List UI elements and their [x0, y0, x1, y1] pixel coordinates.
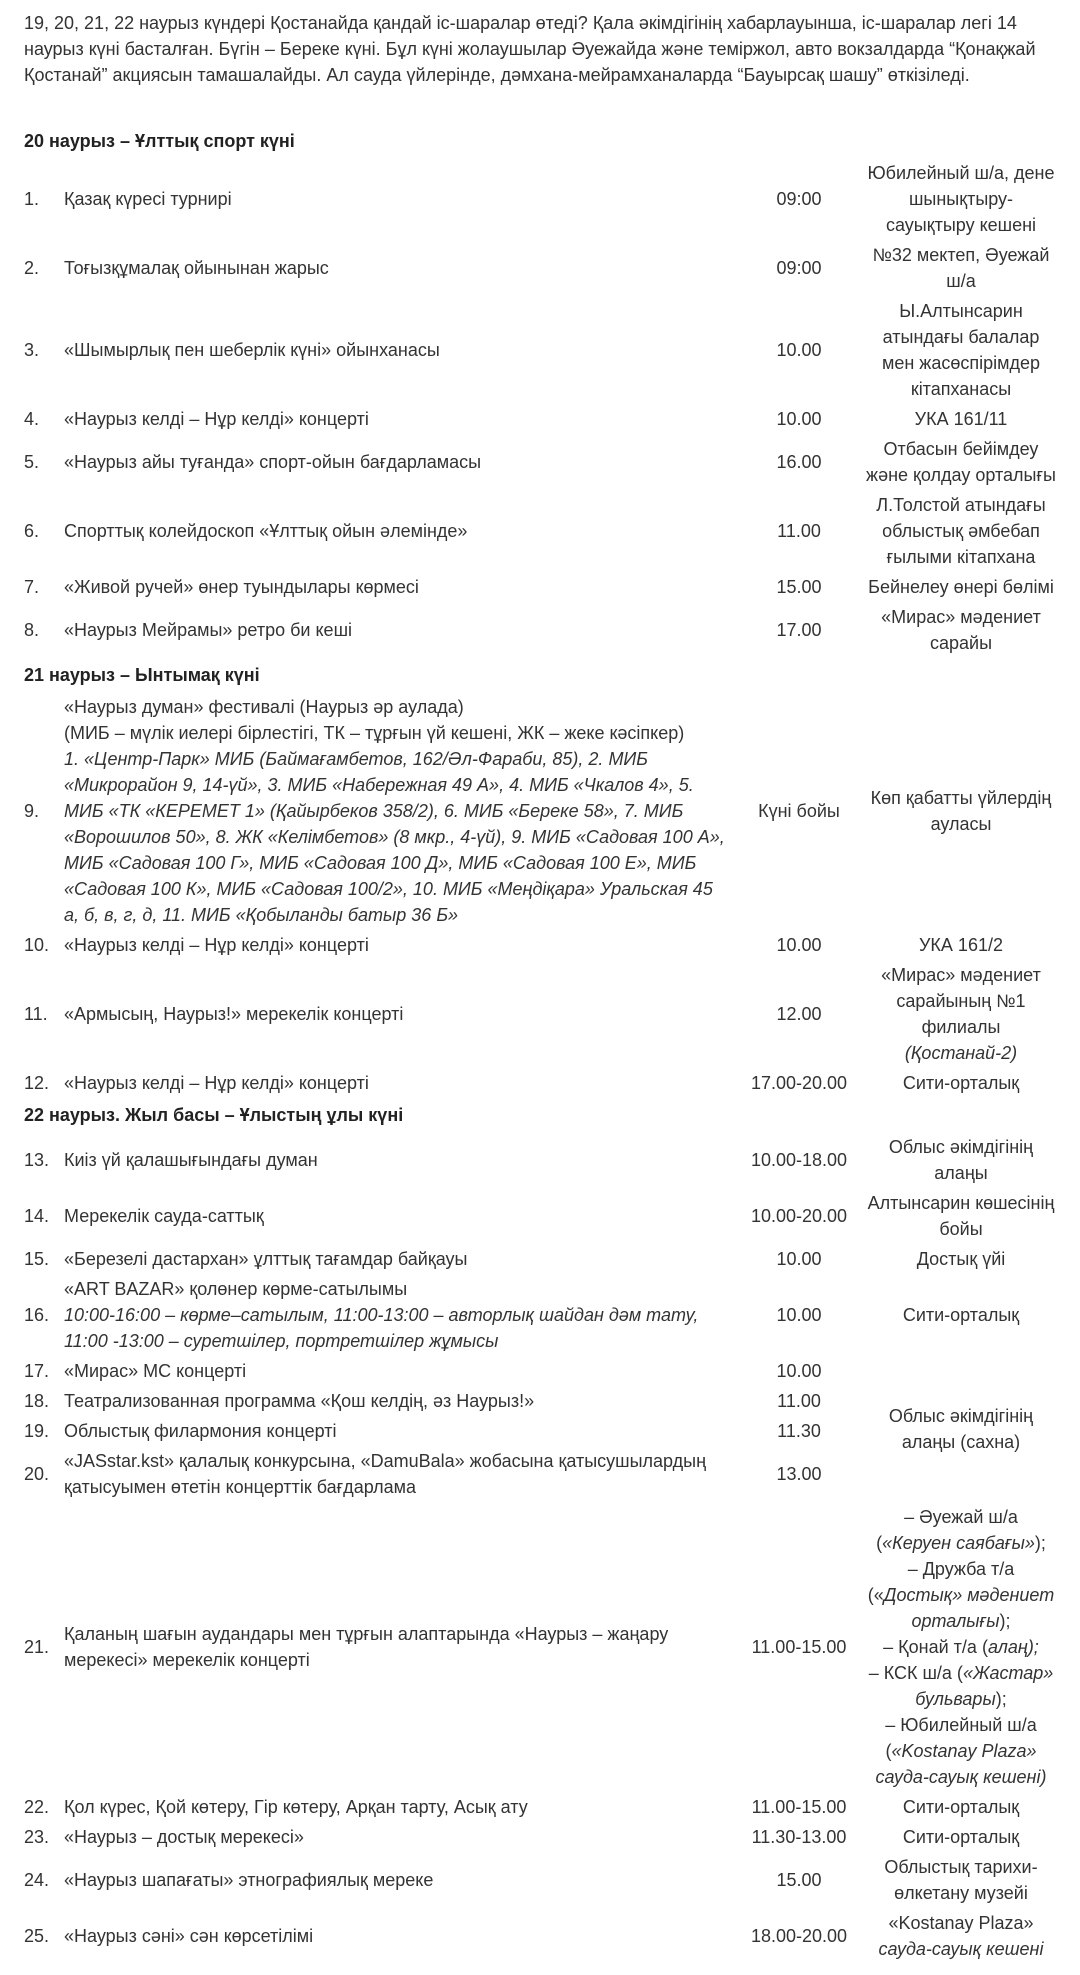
table-row — [24, 1356, 1056, 1386]
event-name: Мерекелік сауда-саттық — [64, 1206, 264, 1226]
event-place: «Мирас» мәдениет сарайы — [881, 607, 1041, 653]
table-row — [24, 1822, 1056, 1852]
events-table — [24, 124, 1056, 1964]
row-number: 19. — [24, 1421, 50, 1441]
row-number: 25. — [24, 1926, 50, 1946]
table-row — [24, 490, 1056, 572]
section-heading-22: 22 наурыз. Жыл басы – Ұлыстың ұлы күні — [24, 1105, 404, 1125]
row-number: 23. — [24, 1827, 50, 1847]
table-row — [24, 602, 1056, 658]
table-row — [24, 1908, 1056, 1964]
row-number: 7. — [24, 577, 40, 597]
place-note: сауда-сауық кешені — [878, 1939, 1044, 1959]
table-row — [24, 1244, 1056, 1274]
table-row — [24, 434, 1056, 490]
section-row — [24, 658, 1056, 692]
event-place: Сити-орталық — [902, 1827, 1020, 1847]
venue-3: – Қонай т/а ( — [883, 1637, 988, 1657]
section-heading-20: 20 наурыз – Ұлттық спорт күні — [24, 131, 295, 151]
row-number: 18. — [24, 1391, 50, 1411]
venue-5-note: «Kostanay Plaza» сауда-сауық кешені) — [875, 1741, 1047, 1787]
place-name: «Мирас» мәдениет сарайының №1 филиалы — [881, 965, 1041, 1037]
row-number: 4. — [24, 409, 40, 429]
venue-4-end: ); — [995, 1689, 1007, 1709]
event-time: 17.00 — [776, 620, 822, 640]
section-row — [24, 124, 1056, 158]
venue-4: – КСК ш/а ( — [868, 1663, 963, 1683]
intro-paragraph: 19, 20, 21, 22 наурыз күндері Қостанайда қандай іс-шаралар өтеді? Қала әкімдігінің хабарлауынша, іс-шаралар легі 14 наурыз күні басталған. Бүгін – Береке күні. Бұл күні жолаушылар Әуежайда және теміржол, авто вокзалдарда “Қонақжай Қостанай” акциясын тамашалайды. Ал сауда үйлерінде, дәмхана-мейрамханаларда “Бауырсақ шашу” өткізіледі. — [24, 13, 1036, 85]
event-time: 15.00 — [776, 577, 822, 597]
event-time: 10.00-20.00 — [750, 1206, 848, 1226]
event-name: «Наурыз келді – Нұр келді» концерті — [64, 935, 369, 955]
event-name: «Живой ручей» өнер туындылары көрмесі — [64, 577, 419, 597]
event-place: Облыс әкімдігінің алаңы — [888, 1137, 1034, 1183]
event-place: Сити-орталық — [902, 1305, 1020, 1325]
row-number: 20. — [24, 1464, 50, 1484]
venue-1-note: «Керуен саябағы» — [882, 1533, 1035, 1553]
event-place — [866, 1502, 1056, 1792]
event-name: «Наурыз айы туғанда» спорт-ойын бағдарламасы — [64, 452, 482, 472]
venue-1: – Әуежай ш/а ( — [876, 1507, 1018, 1553]
row-number: 8. — [24, 620, 40, 640]
event-place: Отбасын бейімдеу және қолдау орталығы — [866, 439, 1056, 485]
event-name: «Мирас» МС концерті — [64, 1361, 247, 1381]
event-name: «Наурыз Мейрамы» ретро би кеші — [64, 620, 353, 640]
row-number: 1. — [24, 189, 40, 209]
event-name: Қаланың шағын аудандары мен тұрғын алаптарында «Наурыз – жаңару мерекесі» мерекелік концерті — [64, 1624, 669, 1670]
event-place: Юбилейный ш/а, дене шынықтыру-сауықтыру кешені — [867, 163, 1055, 235]
event-name: «Армысың, Наурыз!» мерекелік концерті — [64, 1004, 404, 1024]
event-place: Алтынсарин көшесінің бойы — [867, 1193, 1055, 1239]
table-row — [24, 1132, 1056, 1188]
table-row — [24, 1188, 1056, 1244]
row-number: 15. — [24, 1249, 50, 1269]
event-time: 10.00 — [776, 409, 822, 429]
row-number: 17. — [24, 1361, 50, 1381]
event-time: 16.00 — [776, 452, 822, 472]
row-number: 22. — [24, 1797, 50, 1817]
venue-3-line — [866, 1634, 1056, 1660]
place-note: (Қостанай-2) — [904, 1043, 1018, 1063]
row-number: 16. — [24, 1305, 50, 1325]
row-number: 13. — [24, 1150, 50, 1170]
event-name: Театрализованная программа «Қош келдің, әз Наурыз!» — [64, 1391, 535, 1411]
event-name: Қол күрес, Қой көтеру, Гір көтеру, Арқан тарту, Асық ату — [64, 1797, 528, 1817]
event-time: 10.00 — [776, 935, 822, 955]
row-number: 21. — [24, 1637, 50, 1657]
event-name: «Наурыз – достық мерекесі» — [64, 1827, 304, 1847]
table-row — [24, 1852, 1056, 1908]
venue-4-line — [866, 1660, 1056, 1712]
event-name — [64, 1274, 732, 1356]
festival-title: «Наурыз думан» фестивалі (Наурыз әр аулада) — [64, 697, 464, 717]
event-time: 12.00 — [776, 1004, 822, 1024]
event-place: Облыс әкімдігінің алаңы (сахна) — [888, 1406, 1034, 1452]
table-row — [24, 1502, 1056, 1792]
event-place: Л.Толстой атындағы облыстық әмбебап ғылыми кітапхана — [876, 495, 1046, 567]
table-row — [24, 572, 1056, 602]
event-place: Бейнелеу өнері бөлімі — [868, 577, 1054, 597]
table-row — [24, 404, 1056, 434]
table-row — [24, 1068, 1056, 1098]
event-name: «JASstar.kst» қалалық конкурсына, «DamuBala» жобасына қатысушылардың қатысуымен өтетін концерттік бағдарлама — [64, 1451, 707, 1497]
event-place: №32 мектеп, Әуежай ш/а — [872, 245, 1050, 291]
venue-5-line — [866, 1712, 1056, 1790]
venue-5: – Юбилейный ш/а ( — [885, 1715, 1037, 1761]
event-time: 15.00 — [776, 1870, 822, 1890]
event-name — [64, 692, 732, 930]
row-number: 9. — [24, 801, 40, 821]
place-name: «Kostanay Plaza» — [888, 1913, 1034, 1933]
event-time: 11.00-15.00 — [751, 1637, 847, 1657]
row-number: 3. — [24, 340, 40, 360]
event-time: 10.00 — [776, 1305, 822, 1325]
row-number: 12. — [24, 1073, 50, 1093]
event-name: Облыстық филармония концерті — [64, 1421, 337, 1441]
event-place: Ы.Алтынсарин атындағы балалар мен жасөспірімдер кітапханасы — [881, 301, 1041, 399]
row-number: 24. — [24, 1870, 50, 1890]
venue-4-note: «Жастар» бульвары — [915, 1663, 1054, 1709]
table-row — [24, 930, 1056, 960]
row-number: 11. — [24, 1004, 48, 1024]
event-schedule: 10:00-16:00 – көрме–сатылым, 11:00-13:00 – авторлық шайдан дәм тату, 11:00 -13:00 – суретшілер, портретшілер жұмысы — [64, 1305, 699, 1351]
table-row — [24, 960, 1056, 1068]
event-name: Тоғызқұмалақ ойынынан жарыс — [64, 258, 329, 278]
row-number: 10. — [24, 935, 50, 955]
event-place: Достық үйі — [916, 1249, 1006, 1269]
event-time: 11.00 — [777, 521, 821, 541]
event-place — [866, 1908, 1056, 1964]
courtyard-list: 1. «Центр-Парк» МИБ (Баймағамбетов, 162/Әл-Фараби, 85), 2. МИБ «Микрорайон 9, 14-үй», 3. МИБ «Набережная 49 А», 4. МИБ «Чкалов 4», 5. МИБ «ТК «КЕРЕМЕТ 1» (Қайырбеков 358/2), 6. МИБ «Береке 58», 7. МИБ «Ворошилов 50», 8. ЖК «Келімбетов» (8 мкр., 4-үй), 9. МИБ «Садовая 100 А», МИБ «Садовая 100 Г», МИБ «Садовая 100 Д», МИБ «Садовая 100 Е», МИБ «Садовая 100 К», МИБ «Садовая 100/2», 10. МИБ «Меңдіқара» Уральская 45 а, б, в, г, д, 11. МИБ «Қобыланды батыр 36 Б» — [64, 749, 725, 925]
event-place: УКА 161/2 — [919, 935, 1003, 955]
event-name: Қазақ күресі турнирі — [64, 189, 232, 209]
event-time: 10.00 — [776, 1249, 822, 1269]
row-number: 14. — [24, 1206, 50, 1226]
event-time: 10.00-18.00 — [750, 1150, 848, 1170]
event-time: 09:00 — [776, 189, 822, 209]
venue-1-end: ); — [1034, 1533, 1046, 1553]
row-number: 2. — [24, 258, 40, 278]
table-row — [24, 692, 1056, 930]
event-time: 09:00 — [776, 258, 822, 278]
event-time: 11.00-15.00 — [751, 1797, 847, 1817]
event-time: 11.30-13.00 — [751, 1827, 847, 1847]
event-name: Спорттық колейдоскоп «Ұлттық ойын әлемінде» — [64, 521, 468, 541]
event-name: «Наурыз келді – Нұр келді» концерті — [64, 1073, 369, 1093]
venue-2-note: Достық» мәдениет орталығы — [883, 1585, 1055, 1631]
table-row — [24, 296, 1056, 404]
event-place: УКА 161/11 — [914, 409, 1008, 429]
section-heading-21: 21 наурыз – Ынтымақ күні — [24, 665, 260, 685]
row-number: 6. — [24, 521, 40, 541]
event-time: 17.00-20.00 — [750, 1073, 848, 1093]
section-row — [24, 1098, 1056, 1132]
event-name: «Шымырлық пен шеберлік күні» ойынханасы — [64, 340, 440, 360]
event-name: «Наурыз сәні» сән көрсетілімі — [64, 1926, 314, 1946]
table-row — [24, 1274, 1056, 1356]
event-time: 11.00 — [777, 1391, 821, 1411]
event-name: «Наурыз шапағаты» этнографиялық мереке — [64, 1870, 434, 1890]
event-place: Облыстық тарихи-өлкетану музейі — [884, 1857, 1038, 1903]
event-time: 18.00-20.00 — [750, 1926, 848, 1946]
event-place: Сити-орталық — [902, 1797, 1020, 1817]
event-time: Күні бойы — [758, 801, 840, 821]
event-time: 10.00 — [776, 340, 822, 360]
venue-3-note: алаң); — [987, 1637, 1039, 1657]
table-row — [24, 1792, 1056, 1822]
event-name: «Березелі дастархан» ұлттық тағамдар байқауы — [64, 1249, 468, 1269]
table-row — [24, 158, 1056, 240]
abbreviation-note: (МИБ – мүлік иелері бірлестігі, ТК – тұрғын үй кешені, ЖК – жеке кәсіпкер) — [64, 723, 685, 743]
venue-2-end: ); — [999, 1611, 1011, 1631]
event-place: Көп қабатты үйлердің ауласы — [870, 788, 1052, 834]
event-time: 13.00 — [776, 1464, 822, 1484]
event-place — [866, 960, 1056, 1068]
venue-2: – Дружба т/а (« — [867, 1559, 1015, 1605]
row-number: 5. — [24, 452, 40, 472]
event-title: «ART BAZAR» қолөнер көрме-сатылымы — [64, 1279, 408, 1299]
event-name: Киіз үй қалашығындағы думан — [64, 1150, 318, 1170]
event-place: Сити-орталық — [902, 1073, 1020, 1093]
venue-2-line — [866, 1556, 1056, 1634]
event-time: 11.30 — [777, 1421, 821, 1441]
table-row — [24, 240, 1056, 296]
event-name: «Наурыз келді – Нұр келді» концерті — [64, 409, 369, 429]
event-time: 10.00 — [776, 1361, 822, 1381]
